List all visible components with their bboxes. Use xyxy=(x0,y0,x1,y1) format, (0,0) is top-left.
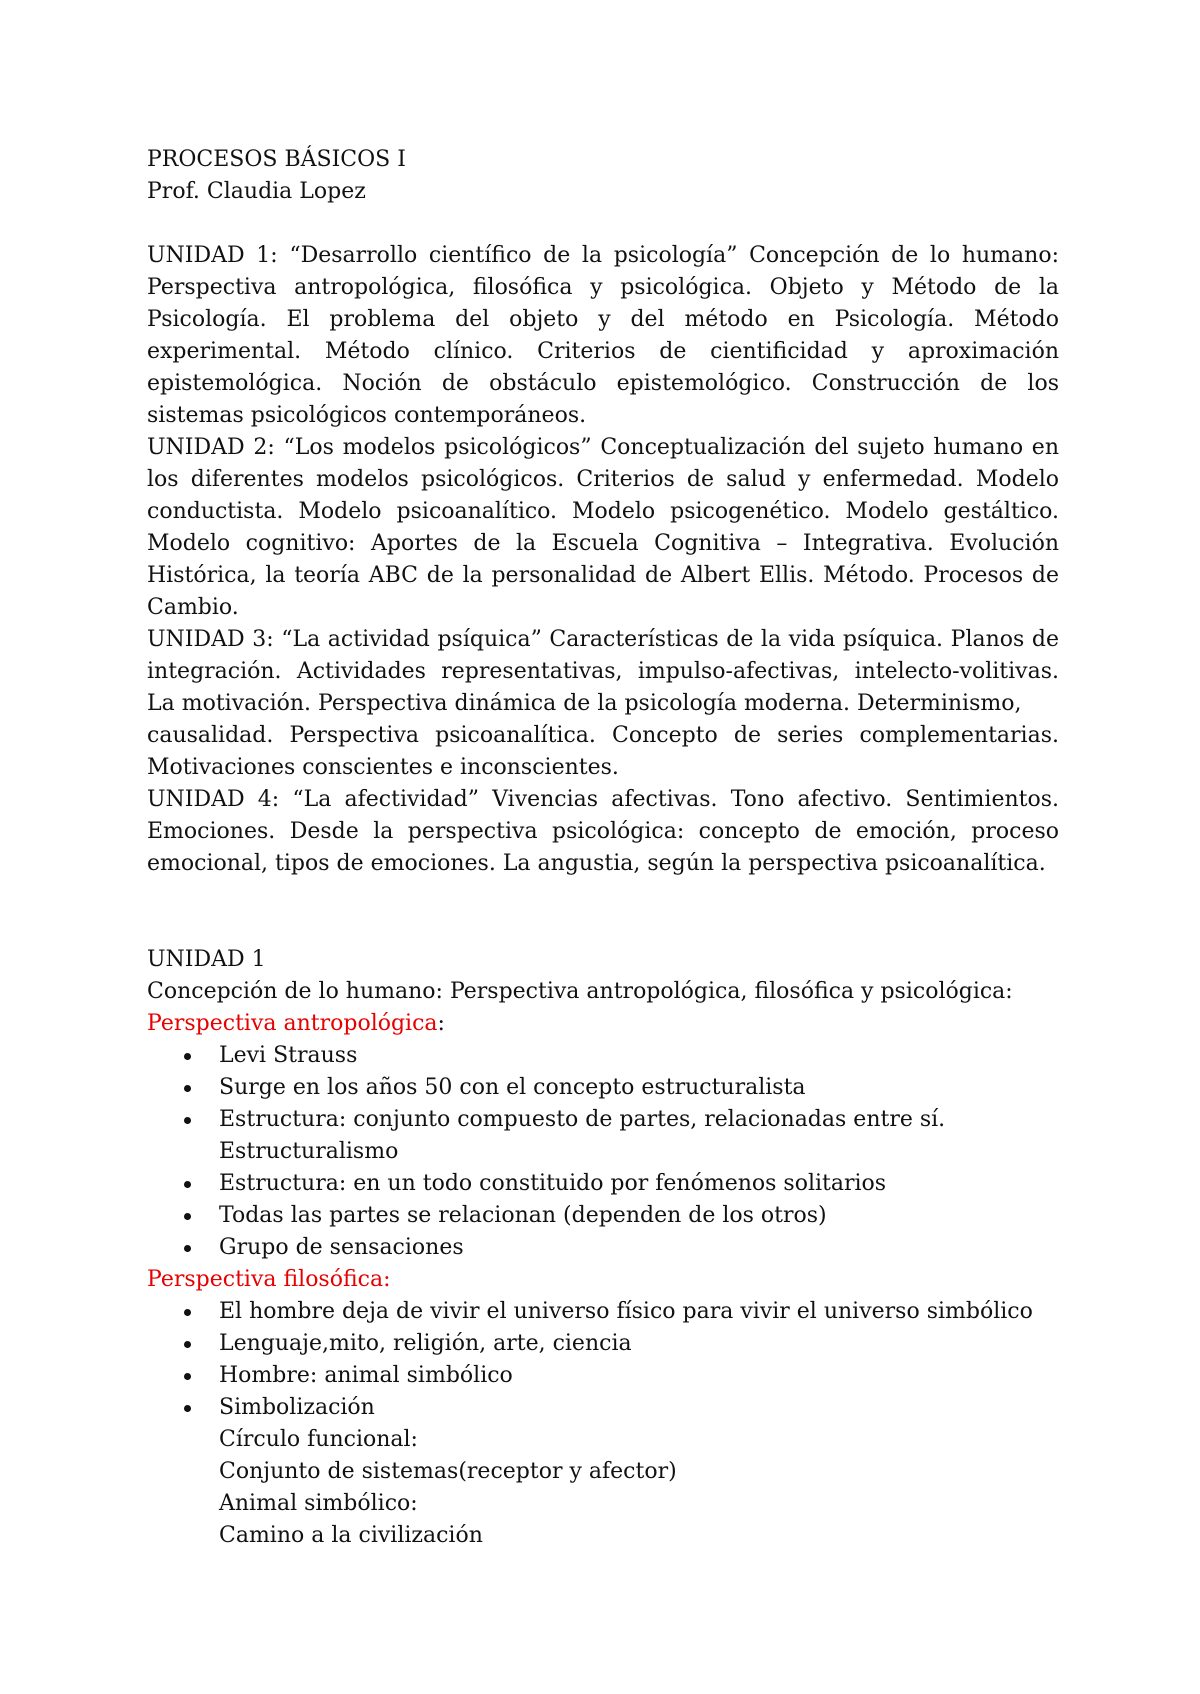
list-item xyxy=(147,1232,1059,1264)
bullet-icon xyxy=(184,1181,191,1188)
list-item xyxy=(147,1360,1059,1392)
filosofica-heading: Perspectiva filosófica: xyxy=(147,1267,391,1292)
list-item xyxy=(147,1392,1059,1424)
professor-name: Prof. Claudia Lopez xyxy=(147,179,366,204)
sub-line: Conjunto de sistemas(receptor y afector) xyxy=(219,1459,677,1484)
syllabus-unidad-3-part-1: UNIDAD 3: “La actividad psíquica” Características de la vida psíquica. Planos de integración. Actividades representativas, impulso-afectivas, intelecto-volitivas. La motivación. Perspectiva dinámica de la psicología moderna. Determinismo, xyxy=(147,627,1059,716)
bullet-icon xyxy=(184,1373,191,1380)
antropologica-list xyxy=(147,1040,1059,1264)
bullet-icon xyxy=(184,1213,191,1220)
list-item-text: Lenguaje,mito, religión, arte, ciencia xyxy=(219,1331,632,1356)
list-item-text: Levi Strauss xyxy=(219,1043,358,1068)
antropologica-heading xyxy=(147,1008,1059,1040)
list-item-text: Estructura: en un todo constituido por fenómenos solitarios xyxy=(219,1171,887,1196)
spacer xyxy=(147,208,1059,240)
list-item xyxy=(147,1104,1059,1168)
bullet-icon xyxy=(184,1309,191,1316)
sub-line: Camino a la civilización xyxy=(219,1523,483,1548)
syllabus-unidad-1: UNIDAD 1: “Desarrollo científico de la psicología” Concepción de lo humano: Perspectiva antropológica, filosófica y psicológica. Objeto y Método de la Psicología. El problema del objeto y del método en Psicología. Método experimental. Método clínico. Criterios de cientificidad y aproximación epistemológica. Noción de obstáculo epistemológico. Construcción de los sistemas psicológicos contemporáneos. xyxy=(147,243,1059,428)
bullet-icon xyxy=(184,1117,191,1124)
sub-line: Círculo funcional: xyxy=(219,1427,418,1452)
list-item xyxy=(147,1168,1059,1200)
list-item xyxy=(147,1328,1059,1360)
antropologica-colon: : xyxy=(437,1011,445,1036)
list-item-text: Surge en los años 50 con el concepto estructuralista xyxy=(219,1075,806,1100)
list-item-text: Todas las partes se relacionan (dependen de los otros) xyxy=(219,1203,827,1228)
bullet-icon xyxy=(184,1245,191,1252)
list-item-text: Hombre: animal simbólico xyxy=(219,1363,513,1388)
list-item-text: Grupo de sensaciones xyxy=(219,1235,464,1260)
syllabus-unidad-3-part-2: causalidad. Perspectiva psicoanalítica. Concepto de series complementarias. Motivaciones conscientes e inconscientes. xyxy=(147,723,1059,780)
list-item-text: Simbolización xyxy=(219,1395,375,1420)
list-item xyxy=(147,1200,1059,1232)
spacer xyxy=(147,880,1059,944)
unit-1-heading: UNIDAD 1 xyxy=(147,947,266,972)
bullet-icon xyxy=(184,1085,191,1092)
filosofica-list xyxy=(147,1296,1059,1424)
course-title: PROCESOS BÁSICOS I xyxy=(147,147,406,172)
list-item xyxy=(147,1040,1059,1072)
unit-1-subtitle: Concepción de lo humano: Perspectiva antropológica, filosófica y psicológica: xyxy=(147,979,1013,1004)
sub-line: Animal simbólico: xyxy=(219,1491,418,1516)
bullet-icon xyxy=(184,1341,191,1348)
document-page xyxy=(147,144,1059,1552)
antropologica-label: Perspectiva antropológica xyxy=(147,1011,438,1036)
list-item-text: El hombre deja de vivir el universo físico para vivir el universo simbólico xyxy=(219,1299,1033,1324)
list-item xyxy=(147,1072,1059,1104)
list-item xyxy=(147,1296,1059,1328)
syllabus-unidad-4: UNIDAD 4: “La afectividad” Vivencias afectivas. Tono afectivo. Sentimientos. Emociones. Desde la perspectiva psicológica: concepto de emoción, proceso emocional, tipos de emociones. La angustia, según la perspectiva psicoanalítica. xyxy=(147,787,1059,876)
syllabus-unidad-2: UNIDAD 2: “Los modelos psicológicos” Conceptualización del sujeto humano en los diferentes modelos psicológicos. Criterios de salud y enfermedad. Modelo conductista. Modelo psicoanalítico. Modelo psicogenético. Modelo gestáltico. Modelo cognitivo: Aportes de la Escuela Cognitiva – Integrativa. Evolución Histórica, la teoría ABC de la personalidad de Albert Ellis. Método. Procesos de Cambio. xyxy=(147,435,1059,620)
list-item-continuation: Estructuralismo xyxy=(219,1139,399,1164)
bullet-icon xyxy=(184,1053,191,1060)
list-item-text: Estructura: conjunto compuesto de partes, relacionadas entre sí. xyxy=(219,1107,946,1132)
bullet-icon xyxy=(184,1405,191,1412)
